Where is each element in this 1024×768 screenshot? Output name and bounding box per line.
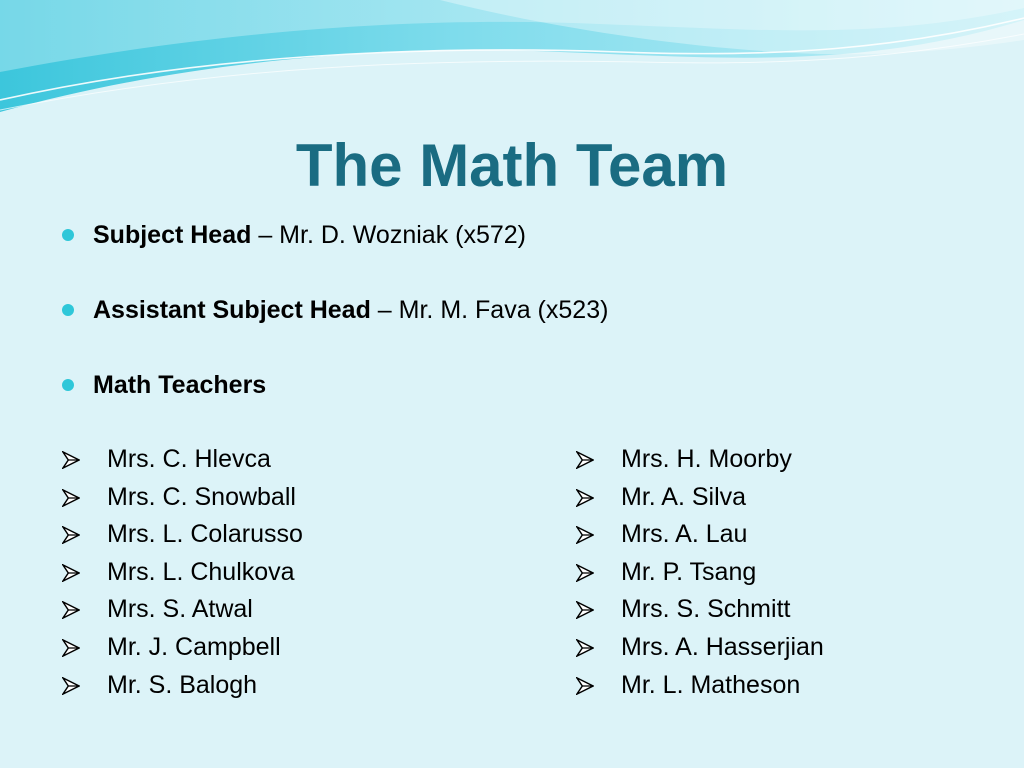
bullet-text (93, 294, 608, 326)
arrowhead-bullet-icon (576, 451, 594, 469)
arrowhead-bullet-icon (62, 489, 80, 507)
bullet-label: Subject Head (93, 221, 252, 249)
slide-title: The Math Team (295, 132, 729, 199)
teacher-name: Mrs. C. Snowball (107, 482, 296, 511)
teacher-name: Mr. J. Campbell (107, 632, 281, 661)
arrowhead-bullet-icon (62, 601, 80, 619)
teacher-name: Mr. S. Balogh (107, 670, 258, 699)
circle-bullet-icon (62, 304, 74, 316)
header-wave-decoration (0, 0, 1024, 130)
arrowhead-bullet-icon (62, 451, 80, 469)
teacher-name: Mrs. L. Chulkova (107, 557, 295, 586)
bullet-detail: – Mr. D. Wozniak (x572) (251, 221, 526, 249)
teacher-name: Mr. A. Silva (621, 482, 747, 511)
arrowhead-bullet-icon (62, 526, 80, 544)
circle-bullet-icon (62, 379, 74, 391)
teacher-name: Mrs. H. Moorby (621, 445, 792, 473)
bullet-label: Math Teachers (93, 371, 267, 399)
arrowhead-bullet-icon (62, 639, 80, 657)
teacher-name: Mr. L. Matheson (621, 670, 801, 699)
arrowhead-bullet-icon (576, 601, 594, 619)
arrowhead-bullet-icon (576, 677, 594, 695)
teacher-name: Mrs. C. Hlevca (107, 445, 271, 473)
bullet-text (93, 369, 266, 401)
bullet-text (93, 219, 526, 251)
arrowhead-bullet-icon (576, 526, 594, 544)
circle-bullet-icon (62, 229, 74, 241)
teacher-name: Mrs. S. Atwal (107, 595, 253, 624)
arrowhead-bullet-icon (576, 639, 594, 657)
teacher-name: Mrs. A. Hasserjian (621, 632, 824, 661)
bullet-detail: – Mr. M. Fava (x523) (370, 296, 609, 324)
bullet-label: Assistant Subject Head (93, 296, 371, 324)
teacher-name: Mrs. A. Lau (621, 520, 748, 549)
arrowhead-bullet-icon (62, 677, 80, 695)
arrowhead-bullet-icon (576, 564, 594, 582)
arrowhead-bullet-icon (576, 489, 594, 507)
teacher-name: Mr. P. Tsang (621, 557, 757, 586)
teacher-name: Mrs. L. Colarusso (107, 520, 303, 549)
teacher-name: Mrs. S. Schmitt (621, 595, 791, 624)
arrowhead-bullet-icon (62, 564, 80, 582)
